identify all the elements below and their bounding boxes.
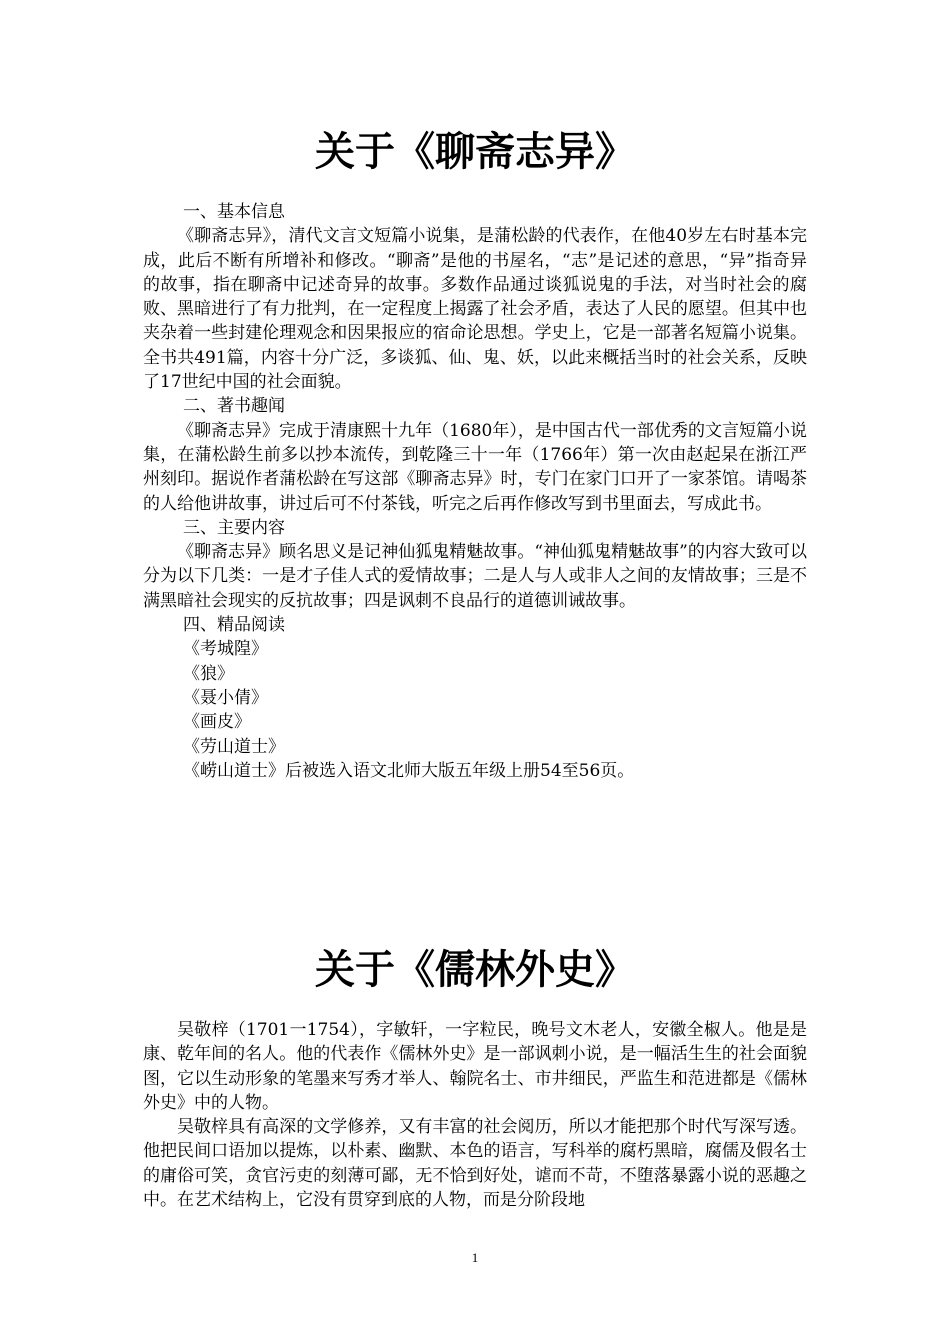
reading-list-item: 《劳山道士》 xyxy=(183,736,285,757)
reading-list-item: 《画皮》 xyxy=(183,712,251,733)
section-heading-main-content: 三、主要内容 xyxy=(183,517,285,538)
paragraph-main-content: 《聊斋志异》顾名思义是记神仙狐鬼精魅故事。“神仙狐鬼精魅故事”的内容大致可以分为以下几类：一是才子佳人式的爱情故事；二是人与人或非人之间的友情故事；三是不满黑暗社会现实的反抗故事；四是讽刺不良品行的道德训诫故事。 xyxy=(143,542,807,611)
paragraph-author-intro: 吴敬梓（1701一1754），字敏轩，一字粒民，晚号文木老人，安徽全椒人。他是是康、乾年间的名人。他的代表作《儒林外史》是一部讽刺小说，是一幅活生生的社会面貌图，它以生动形象的笔墨来写秀才举人、翰院名士、市井细民，严监生和范进都是《儒林外史》中的人物。 xyxy=(143,1020,807,1113)
reading-list-item: 《聂小倩》 xyxy=(183,687,268,708)
section-heading-reading: 四、精品阅读 xyxy=(183,615,285,636)
article-title-liaozhai: 关于《聊斋志异》 xyxy=(315,129,635,175)
reading-list-item: 《考城隍》 xyxy=(183,639,268,660)
section-heading-anecdote: 二、著书趣闻 xyxy=(183,396,285,417)
reading-list-item: 《崂山道士》后被选入语文北师大版五年级上册54至56页。 xyxy=(183,760,635,781)
section-heading-basic-info: 一、基本信息 xyxy=(183,202,285,222)
article-title-rulin: 关于《儒林外史》 xyxy=(315,947,635,993)
paragraph-literary-style: 吴敬梓具有高深的文学修养，又有丰富的社会阅历，所以才能把那个时代写深写透。他把民间口语加以提炼，以朴素、幽默、本色的语言，写科举的腐朽黑暗，腐儒及假名士的庸俗可笑，贪官污吏的刻薄可鄙，无不恰到好处，谑而不苛，不堕落暴露小说的恶趣之中。在艺术结构上，它没有贯穿到底的人物，而是分阶段地 xyxy=(143,1117,807,1211)
page-number: 1 xyxy=(471,1250,479,1265)
article-body-rulin xyxy=(143,1018,807,1212)
paragraph-anecdote: 《聊斋志异》完成于清康熙十九年（1680年），是中国古代一部优秀的文言短篇小说集，在蒲松龄生前多以抄本流传，到乾隆三十一年（1766年）第一次由赵起杲在浙江严州刻印。据说作者蒲松龄在写这部《聊斋志异》时，专门在家门口开了一家茶馆。请喝茶的人给他讲故事，讲过后可不付茶钱，听完之后再作修改写到书里面去，写成此书。 xyxy=(143,420,807,514)
article-body-liaozhai xyxy=(143,200,807,783)
reading-list-item: 《狼》 xyxy=(183,663,234,684)
paragraph-basic-info: 《聊斋志异》，清代文言文短篇小说集，是蒲松龄的代表作，在他40岁左右时基本完成，此后不断有所增补和修改。“聊斋”是他的书屋名，“志”是记述的意思，“异”指奇异的故事，指在聊斋中记述奇异的故事。多数作品通过谈狐说鬼的手法，对当时社会的腐败、黑暗进行了有力批判，在一定程度上揭露了社会矛盾，表达了人民的愿望。但其中也夹杂着一些封建伦理观念和因果报应的宿命论思想。学史上，它是一部著名短篇小说集。全书共491篇，内容十分广泛，多谈狐、仙、鬼、妖，以此来概括当时的社会关系，反映了17世纪中国的社会面貌。 xyxy=(143,226,807,393)
